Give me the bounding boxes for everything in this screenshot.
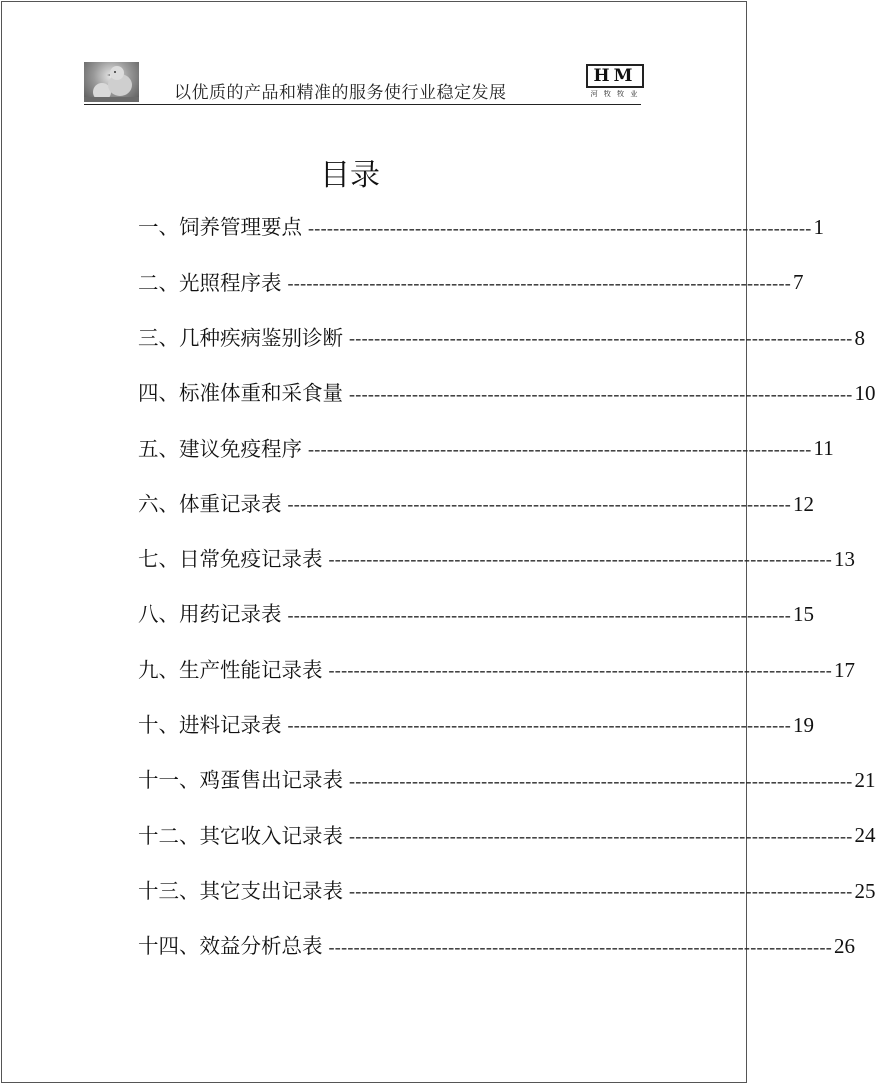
toc-entry[interactable] xyxy=(138,366,876,421)
toc-dot-leader: -------------------------------------------------------------------------------- xyxy=(349,881,853,902)
toc-dot-leader: -------------------------------------------------------------------------------- xyxy=(287,715,792,736)
toc-entry-label: 六、体重记录表 xyxy=(138,491,282,516)
toc-entry-label: 十一、鸡蛋售出记录表 xyxy=(138,768,343,793)
toc-entry[interactable] xyxy=(138,476,815,531)
toc-entry[interactable] xyxy=(138,808,876,863)
header-divider xyxy=(84,104,641,105)
toc-dot-leader: -------------------------------------------------------------------------------- xyxy=(287,494,792,515)
toc-entry-page: 7 xyxy=(793,270,804,295)
logo-mark: HM xyxy=(586,64,644,88)
toc-entry[interactable] xyxy=(138,255,804,310)
toc-dot-leader: -------------------------------------------------------------------------------- xyxy=(349,770,853,791)
toc-dot-leader: -------------------------------------------------------------------------------- xyxy=(328,660,833,681)
toc-entry-label: 九、生产性能记录表 xyxy=(138,657,323,682)
toc-entry-label: 五、建议免疫程序 xyxy=(138,436,302,461)
toc-dot-leader: -------------------------------------------------------------------------------- xyxy=(308,217,812,238)
toc-dot-leader: -------------------------------------------------------------------------------- xyxy=(328,936,833,957)
toc-entry-label: 十、进料记录表 xyxy=(138,713,282,738)
toc-entry[interactable] xyxy=(138,698,815,753)
toc-list xyxy=(138,200,876,974)
company-logo xyxy=(586,64,644,98)
toc-entry-label: 十三、其它支出记录表 xyxy=(138,878,343,903)
toc-entry[interactable] xyxy=(138,919,856,974)
toc-entry-label: 二、光照程序表 xyxy=(138,270,282,295)
toc-dot-leader: -------------------------------------------------------------------------------- xyxy=(287,604,792,625)
toc-entry-page: 11 xyxy=(813,436,834,461)
toc-entry-page: 10 xyxy=(854,381,876,406)
toc-entry-label: 十四、效益分析总表 xyxy=(138,934,323,959)
toc-entry-page: 26 xyxy=(834,934,856,958)
toc-entry[interactable] xyxy=(138,421,834,476)
page-header xyxy=(84,58,644,106)
toc-dot-leader: -------------------------------------------------------------------------------- xyxy=(308,438,812,459)
toc-dot-leader: -------------------------------------------------------------------------------- xyxy=(349,825,853,846)
toc-entry-label: 一、饲养管理要点 xyxy=(138,215,302,240)
toc-dot-leader: -------------------------------------------------------------------------------- xyxy=(349,383,853,404)
toc-entry[interactable] xyxy=(138,200,825,255)
toc-dot-leader: -------------------------------------------------------------------------------- xyxy=(349,328,853,349)
toc-entry-label: 十二、其它收入记录表 xyxy=(138,823,343,848)
toc-entry-page: 25 xyxy=(854,878,876,903)
toc-entry-page: 17 xyxy=(834,657,856,682)
toc-entry[interactable] xyxy=(138,753,876,808)
header-slogan: 以优质的产品和精准的服务使行业稳定发展 xyxy=(174,83,507,103)
toc-entry[interactable] xyxy=(138,532,856,587)
toc-dot-leader: -------------------------------------------------------------------------------- xyxy=(287,272,792,293)
toc-entry-page: 21 xyxy=(854,768,876,793)
toc-title: 目录 xyxy=(320,158,380,193)
toc-entry-page: 13 xyxy=(834,546,856,571)
toc-entry-page: 19 xyxy=(793,712,815,737)
toc-entry[interactable] xyxy=(138,311,866,366)
toc-dot-leader: -------------------------------------------------------------------------------- xyxy=(328,549,833,570)
toc-entry-label: 八、用药记录表 xyxy=(138,602,282,627)
toc-entry-page: 8 xyxy=(854,325,866,350)
toc-entry-label: 七、日常免疫记录表 xyxy=(138,547,323,572)
toc-entry-page: 12 xyxy=(793,491,815,516)
toc-entry-page: 1 xyxy=(813,215,825,240)
toc-entry[interactable] xyxy=(138,642,856,697)
logo-caption: 河 牧 牧 业 xyxy=(590,90,640,98)
chick-egg-photo xyxy=(84,62,139,102)
toc-entry[interactable] xyxy=(138,864,876,919)
toc-entry-page: 24 xyxy=(854,823,876,848)
toc-entry[interactable] xyxy=(138,587,815,642)
toc-entry-label: 四、标准体重和采食量 xyxy=(138,381,343,406)
toc-entry-label: 三、几种疾病鉴别诊断 xyxy=(138,325,343,350)
toc-entry-page: 15 xyxy=(793,602,815,627)
